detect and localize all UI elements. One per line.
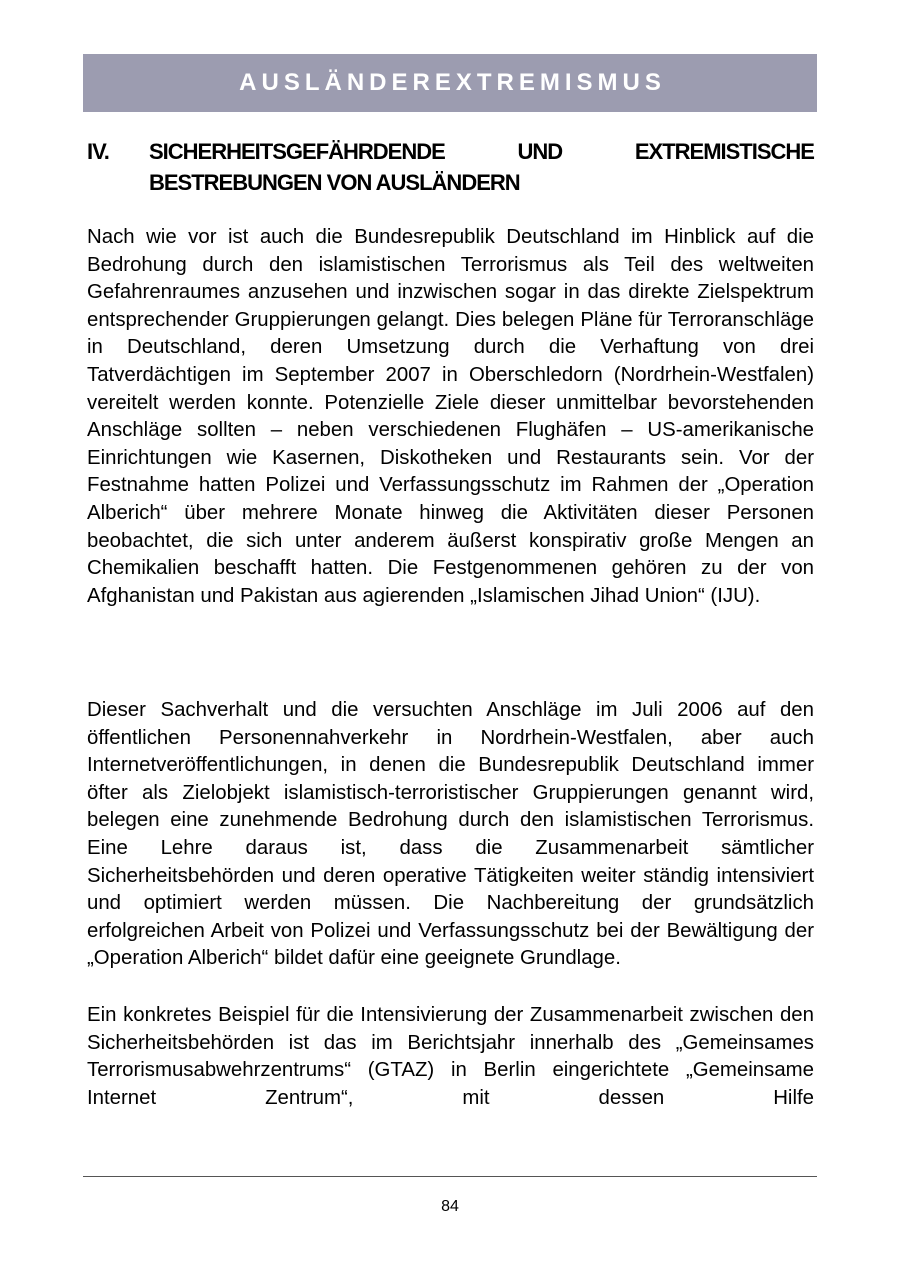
page-number: 84 (441, 1198, 459, 1215)
section-number: IV. (87, 139, 109, 164)
body-paragraph-3: Ein konkretes Beispiel für die Intensivierung der Zusammenarbeit zwischen den Sicherheitsbehörden ist das im Berichtsjahr innerhalb des „Gemeinsames Terrorismusabwehrzentrums“ (GTAZ) in Berlin eingerichtete „Gemeinsame Internet Zentrum“, mit dessen Hilfe (87, 1004, 814, 1109)
chapter-banner (83, 54, 817, 112)
body-paragraph-1: Nach wie vor ist auch die Bundesrepublik Deutschland im Hinblick auf die Bedrohung durch den islamistischen Terrorismus als Teil des weltweiten Gefahrenraumes anzusehen und inzwischen sogar in das direkte Zielspektrum entsprechender Gruppierungen gelangt. Dies belegen Pläne für Terroranschläge in Deutschland, deren Umsetzung durch die Verhaftung von drei Tatverdächtigen im September 2007 in Oberschledorn (Nordrhein-Westfalen) vereitelt werden konnte. Potenzielle Ziele dieser unmittelbar bevorstehenden Anschläge sollten – neben verschiedenen Flughäfen – US-amerikanische Einrichtungen wie Kasernen, Diskotheken und Restaurants sein. Vor der Festnahme hatten Polizei und Verfassungsschutz im Rahmen der „Operation Alberich“ über mehrere Monate hinweg die Aktivitäten dieser Personen beobachtet, die sich unter anderem äußerst konspirativ große Mengen an Chemikalien beschafft hatten. Die Festgenommenen gehören zu der von Afghanistan und Pakistan aus agierenden „Islamischen Jihad Union“ (IJU). (87, 226, 814, 607)
section-heading (87, 136, 814, 198)
section-title: SICHERHEITSGEFÄHRDENDE UND EXTREMISTISCHE BESTREBUNGEN VON AUSLÄNDERN (149, 139, 814, 195)
footer-divider (83, 1176, 817, 1177)
body-paragraph-2: Dieser Sachverhalt und die versuchten Anschläge im Juli 2006 auf den öffentlichen Personennahverkehr in Nordrhein-Westfalen, aber auch Internetveröffentlichungen, in denen die Bundesrepublik Deutschland immer öfter als Zielobjekt islamistisch-terroristischer Gruppierungen genannt wird, belegen eine zunehmende Bedrohung durch den islamistischen Terrorismus. Eine Lehre daraus ist, dass die Zusammenarbeit sämtlicher Sicherheitsbehörden und deren operative Tätigkeiten weiter ständig intensiviert und optimiert werden müssen. Die Nachbereitung der grundsätzlich erfolgreichen Arbeit von Polizei und Verfassungsschutz bei der Bewältigung der „Operation Alberich“ bildet dafür eine geeignete Grundlage. (87, 699, 814, 970)
chapter-title: AUSLÄNDEREXTREMISMUS (239, 69, 666, 96)
